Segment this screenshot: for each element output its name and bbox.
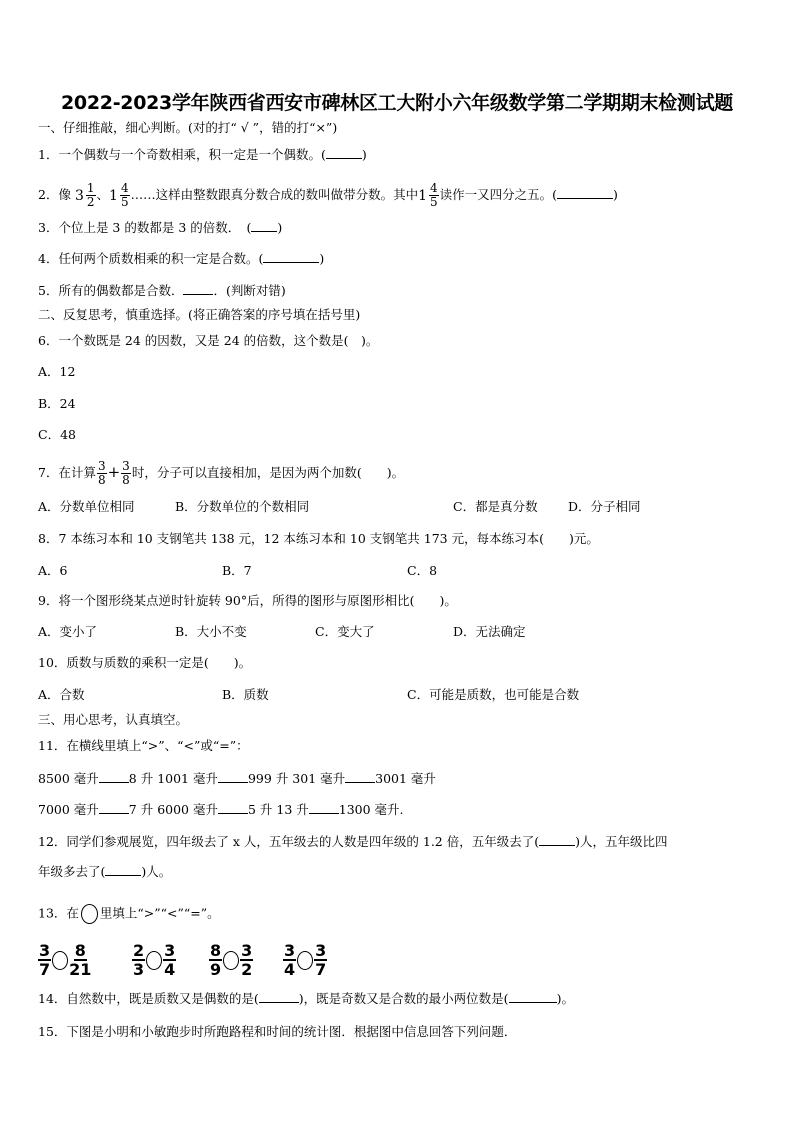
comparison-item: 5 升 13 升 — [247, 802, 309, 817]
question-7 — [38, 460, 404, 487]
question-2-end: ) — [613, 187, 618, 202]
question-14-text: )，既是奇数又是合数的最小两位数是( — [298, 991, 509, 1006]
compare-circle[interactable] — [52, 951, 68, 970]
question-9: 9．将一个图形绕某点逆时针旋转 90°后，所得的图形与原图形相比( )。 — [38, 593, 457, 608]
frac-numerator: 1 — [86, 181, 95, 195]
question-2-mid: ……这样由整数跟真分数合成的数叫做带分数。其中 — [130, 187, 419, 202]
mixed-number — [109, 182, 131, 209]
option-a[interactable]: A．12 — [38, 364, 76, 379]
frac-numerator: 3 — [122, 459, 130, 473]
frac-denominator: 5 — [120, 195, 129, 209]
frac-denominator: 3 — [133, 960, 145, 979]
option-b[interactable]: B．质数 — [222, 687, 269, 702]
question-5-text: 5．所有的偶数都是合数． — [38, 283, 184, 298]
question-4-text: 4．任何两个质数相乘的积一定是合数。( — [38, 251, 264, 266]
comparison-pair — [283, 942, 327, 978]
question-8: 8．7 本练习本和 10 支钢笔共 138 元，12 本练习本和 10 支钢笔共 173 元，每本练习本( )元。 — [38, 531, 599, 546]
answer-blank[interactable] — [99, 801, 129, 814]
question-13-pre: 13．在 — [38, 905, 79, 921]
frac-denominator: 9 — [210, 960, 222, 979]
question-2-pre: 2．像 — [38, 187, 71, 202]
option-d[interactable]: D．无法确定 — [453, 624, 526, 639]
question-2-post: 读作一又四分之五。( — [439, 187, 558, 202]
circle-icon — [81, 904, 98, 924]
separator: 、 — [96, 187, 110, 202]
option-a[interactable]: A．合数 — [38, 687, 85, 702]
option-b[interactable]: B．7 — [222, 563, 252, 578]
question-10: 10．质数与质数的乘积一定是( )。 — [38, 655, 252, 670]
question-5 — [38, 282, 286, 299]
comparison-item: 1300 毫升. — [338, 802, 404, 817]
mixed-whole: 1 — [109, 187, 118, 204]
option-c[interactable]: C．8 — [407, 563, 438, 578]
answer-blank[interactable] — [183, 282, 213, 295]
question-12-text: 12．同学们参观展览，四年级去了 x 人，五年级去的人数是四年级的 1.2 倍，五年级去了( — [38, 834, 540, 849]
comparison-item: 8500 毫升 — [38, 771, 99, 786]
question-3-end: ) — [277, 220, 283, 235]
frac-denominator: 8 — [97, 473, 106, 487]
frac-denominator: 4 — [164, 960, 176, 979]
question-4 — [38, 250, 324, 267]
frac-numerator: 4 — [430, 181, 438, 195]
question-2 — [38, 182, 618, 209]
frac-denominator: 7 — [39, 960, 51, 979]
option-b[interactable]: B．24 — [38, 396, 76, 411]
frac-numerator: 3 — [315, 941, 327, 960]
option-c[interactable]: C．变大了 — [315, 624, 375, 639]
answer-blank[interactable] — [218, 801, 248, 814]
frac-denominator: 2 — [241, 960, 253, 979]
answer-blank[interactable] — [99, 770, 129, 783]
mixed-whole: 3 — [74, 187, 84, 204]
compare-circle[interactable] — [297, 951, 313, 970]
question-12-text: 年级多去了( — [38, 864, 106, 879]
frac-numerator: 3 — [284, 941, 296, 960]
question-1-end: ) — [361, 147, 367, 162]
option-c[interactable]: C．48 — [38, 427, 76, 442]
question-5-end: ．(判断对错) — [213, 283, 286, 298]
comparison-pair — [209, 942, 253, 978]
option-c[interactable]: C．都是真分数 — [453, 499, 538, 514]
compare-circle[interactable] — [146, 951, 162, 970]
question-7-post: 时，分子可以直接相加，是因为两个加数( )。 — [131, 465, 405, 480]
question-14-text: 14．自然数中，既是质数又是偶数的是( — [38, 991, 259, 1006]
comparison-item: 3001 毫升 — [375, 771, 436, 786]
question-11-row-1 — [38, 770, 436, 787]
frac-numerator: 2 — [133, 941, 145, 960]
frac-numerator: 3 — [39, 941, 51, 960]
frac-numerator: 3 — [97, 459, 106, 473]
question-11: 11．在横线里填上“>”、“<”或“=”： — [38, 738, 249, 753]
comparison-item: 7 升 6000 毫升 — [128, 802, 218, 817]
question-11-row-2 — [38, 801, 404, 818]
frac-denominator: 2 — [86, 195, 95, 209]
frac-denominator: 8 — [122, 473, 130, 487]
question-15: 15．下图是小明和小敏跑步时所跑路程和时间的统计图．根据图中信息回答下列问题． — [38, 1024, 517, 1039]
question-4-end: ) — [319, 251, 325, 266]
answer-blank[interactable] — [263, 250, 319, 263]
question-3 — [38, 219, 282, 236]
comparison-item: 7000 毫升 — [38, 802, 99, 817]
question-14 — [38, 990, 574, 1007]
comparison-item: 999 升 301 毫升 — [247, 771, 346, 786]
section-2-heading: 二、反复思考，慎重选择。(将正确答案的序号填在括号里) — [38, 307, 361, 322]
section-3-heading: 三、用心思考，认真填空。 — [38, 712, 189, 727]
question-14-text: )。 — [556, 991, 574, 1006]
option-b[interactable]: B．分数单位的个数相同 — [175, 499, 310, 514]
frac-numerator: 4 — [120, 181, 129, 195]
frac-denominator: 4 — [284, 960, 296, 979]
answer-blank[interactable] — [539, 833, 575, 846]
answer-blank[interactable] — [218, 770, 248, 783]
question-3-text: 3．个位上是 3 的数都是 3 的倍数． ( — [38, 220, 252, 235]
question-13-post: 里填上“>”“<”“=”。 — [99, 905, 220, 921]
frac-denominator: 21 — [69, 960, 92, 979]
frac-denominator: 5 — [430, 195, 438, 209]
question-6: 6．一个数既是 24 的因数，又是 24 的倍数，这个数是( )。 — [38, 333, 379, 348]
answer-blank[interactable] — [509, 990, 557, 1003]
answer-blank[interactable] — [345, 770, 375, 783]
question-13 — [38, 904, 220, 924]
answer-blank[interactable] — [259, 990, 299, 1003]
compare-circle[interactable] — [223, 951, 239, 970]
mixed-number — [75, 182, 97, 209]
question-1-text: 1．一个偶数与一个奇数相乘，积一定是一个偶数。( — [38, 147, 326, 162]
option-a[interactable]: A．变小了 — [38, 624, 98, 639]
frac-numerator: 3 — [164, 941, 176, 960]
comparison-pair — [38, 942, 91, 978]
comparison-item: 8 升 1001 毫升 — [128, 771, 218, 786]
answer-blank[interactable] — [557, 186, 613, 199]
option-a[interactable]: A．6 — [38, 563, 68, 578]
frac-denominator: 7 — [315, 960, 327, 979]
mixed-number — [418, 182, 440, 209]
option-d[interactable]: D．分子相同 — [568, 499, 641, 514]
question-12-line-2 — [38, 863, 171, 880]
question-7-pre: 7．在计算 — [38, 465, 96, 480]
question-1 — [38, 146, 367, 163]
option-a[interactable]: A．分数单位相同 — [38, 499, 135, 514]
plus-sign: + — [107, 463, 121, 481]
option-c[interactable]: C．可能是质数，也可能是合数 — [407, 687, 580, 702]
question-12-line-1 — [38, 833, 668, 850]
frac-numerator: 3 — [241, 941, 253, 960]
frac-numerator: 8 — [74, 941, 86, 960]
comparison-pair — [132, 942, 176, 978]
question-12-text: )人，五年级比四 — [575, 834, 668, 849]
answer-blank[interactable] — [326, 146, 362, 159]
answer-blank[interactable] — [105, 863, 141, 876]
option-b[interactable]: B．大小不变 — [175, 624, 247, 639]
answer-blank[interactable] — [251, 219, 277, 232]
mixed-whole: 1 — [418, 187, 428, 204]
answer-blank[interactable] — [309, 801, 339, 814]
frac-numerator: 8 — [210, 941, 222, 960]
section-1-heading: 一、仔细推敲，细心判断。(对的打“ √ ”，错的打“×”) — [38, 120, 338, 135]
page-title: 2022-2023学年陕西省西安市碑林区工大附小六年级数学第二学期期末检测试题 — [61, 92, 733, 114]
question-12-text: )人。 — [141, 864, 172, 879]
